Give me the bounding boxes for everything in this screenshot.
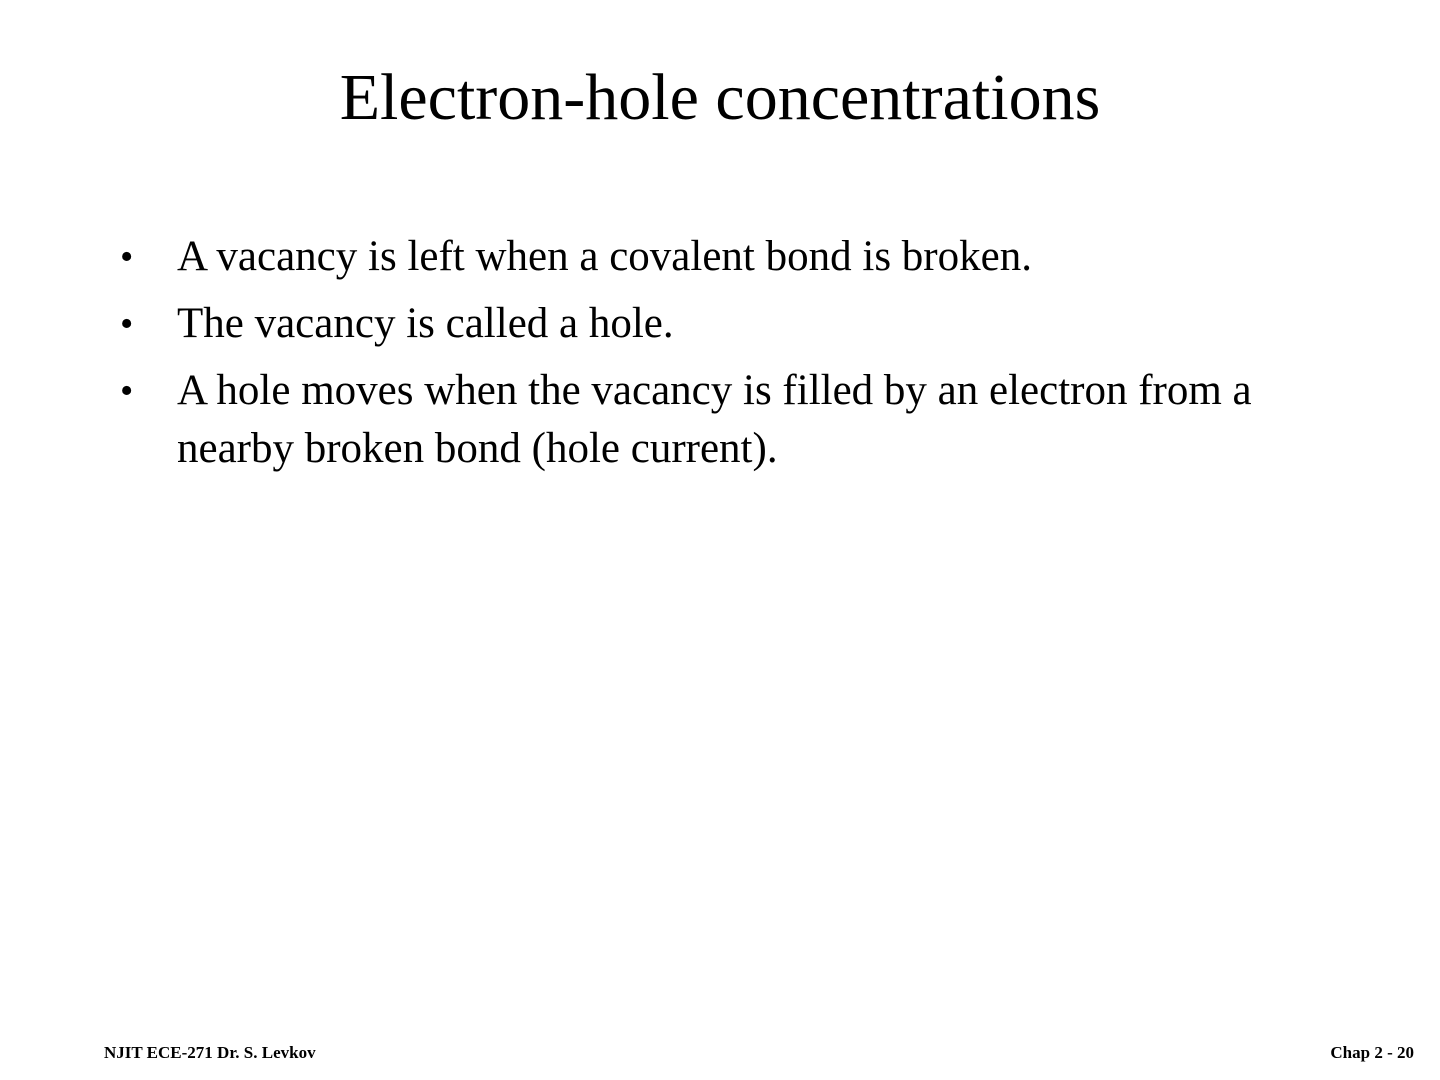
footer-page-number: Chap 2 - 20 [1330, 1043, 1414, 1062]
bullet-icon: • [120, 236, 134, 278]
bullet-icon: • [120, 303, 134, 345]
bullet-text: The vacancy is called a hole. [177, 300, 674, 347]
bullet-text: A vacancy is left when a covalent bond is broken. [177, 233, 1032, 280]
bullet-text: A hole moves when the vacancy is filled by an electron from a nearby broken bond (hole current). [177, 367, 1252, 472]
bullet-list [120, 228, 1370, 487]
bullet-icon: • [120, 370, 134, 412]
slide-title: Electron-hole concentrations [339, 61, 1101, 134]
bullet-item [120, 362, 1370, 478]
bullet-item [120, 295, 1370, 353]
bullet-item [120, 228, 1370, 286]
footer-course-info: NJIT ECE-271 Dr. S. Levkov [104, 1043, 316, 1062]
